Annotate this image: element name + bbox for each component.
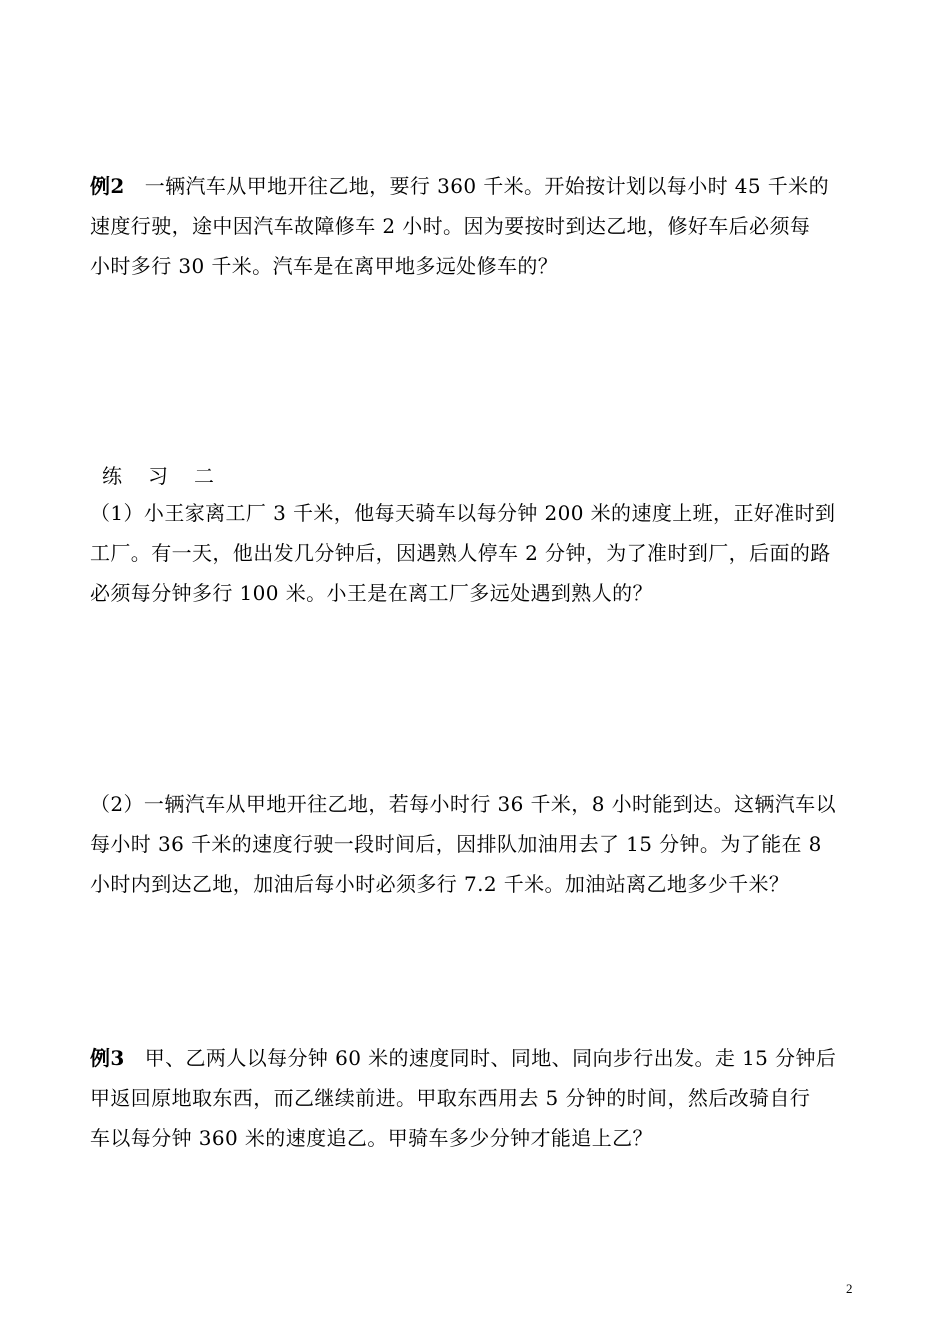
exercise-problem-1 [90,493,860,613]
exercise-problem-2 [90,784,860,904]
example-3 [90,1038,860,1158]
problem-2-line-1: （2）一辆汽车从甲地开往乙地，若每小时行 36 千米，8 小时能到达。这辆汽车以 [90,792,836,816]
example-2-line-2: 速度行驶，途中因汽车故障修车 2 小时。因为要按时到达乙地，修好车后必须每 [90,214,811,238]
problem-1-line-1: （1）小王家离工厂 3 千米，他每天骑车以每分钟 200 米的速度上班，正好准时到 [90,501,836,525]
exercise-2-heading [90,456,860,496]
example-3-text-1: 甲、乙两人以每分钟 60 米的速度同时、同地、同向步行出发。走 15 分钟后 [144,1046,837,1070]
problem-2-line-3: 小时内到达乙地，加油后每小时必须多行 7.2 千米。加油站离乙地多少千米？ [90,872,790,896]
page-number: 2 [846,1281,853,1296]
example-3-line-2: 甲返回原地取东西，而乙继续前进。甲取东西用去 5 分钟的时间，然后改骑自行 [90,1086,811,1110]
problem-1-line-3: 必须每分钟多行 100 米。小王是在离工厂多远处遇到熟人的？ [90,581,653,605]
problem-1-line-2: 工厂。有一天，他出发几分钟后，因遇熟人停车 2 分钟，为了准时到厂，后面的路 [90,541,831,565]
exercise-heading-line [90,456,860,496]
example-2-text-1: 一辆汽车从甲地开往乙地，要行 360 千米。开始按计划以每小时 45 千米的 [144,174,829,198]
problem-2-line-2: 每小时 36 千米的速度行驶一段时间后，因排队加油用去了 15 分钟。为了能在 8 [90,832,822,856]
example-2 [90,166,860,286]
heading-char-3: 二 [194,464,214,488]
example-3-label: 例3 [90,1046,125,1070]
example-2-line-3: 小时多行 30 千米。汽车是在离甲地多远处修车的？ [90,254,559,278]
heading-char-1: 练 [102,464,122,488]
heading-char-2: 习 [148,464,168,488]
example-2-line-1 [90,166,860,206]
example-2-label: 例2 [90,174,125,198]
example-3-line-3: 车以每分钟 360 米的速度追乙。甲骑车多少分钟才能追上乙？ [90,1126,653,1150]
example-3-line-1 [90,1038,860,1078]
